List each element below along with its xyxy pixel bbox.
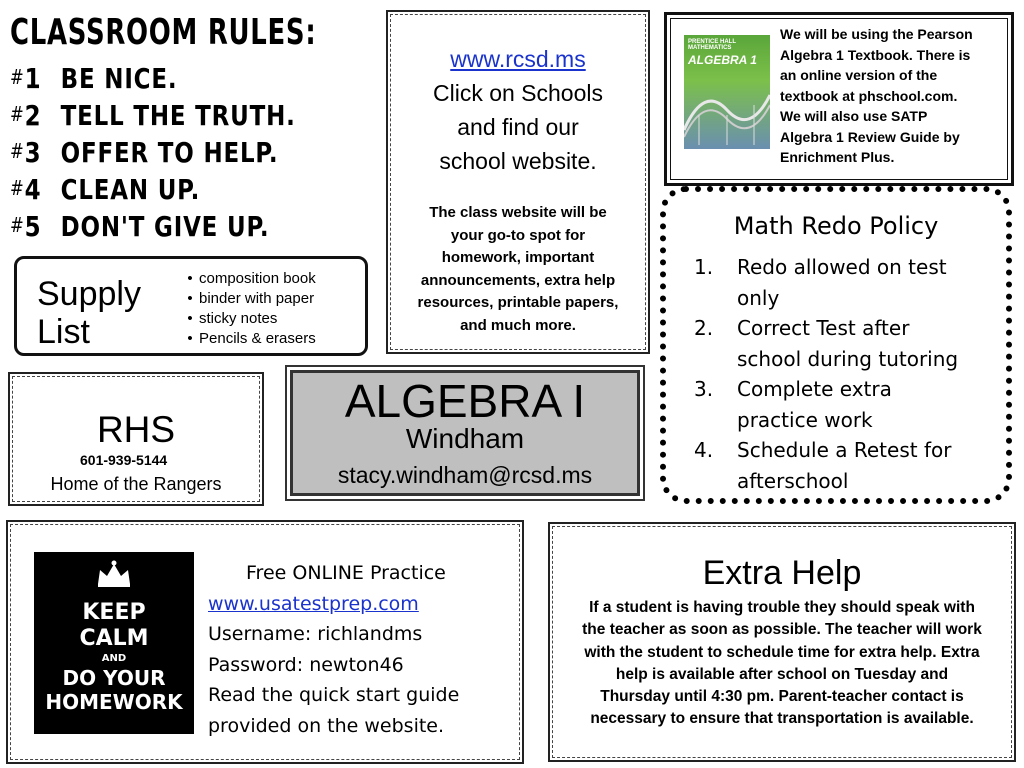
- list-item: 2. Correct Test after school during tutoring: [694, 316, 959, 371]
- textbook-box: [664, 12, 1014, 186]
- practice-password: Password: newton46: [208, 653, 404, 676]
- rule-item: #5 DON'T GIVE UP.: [10, 210, 270, 243]
- extra-help-title: Extra Help: [702, 554, 862, 592]
- school-website-link[interactable]: www.rcsd.ms: [450, 46, 586, 72]
- textbook-text: We will be using the Pearson Algebra 1 Textbook. There is an online version of the textbook at phschool.com. We will also use SATP Algebra 1 Review Guide by Enrichment Plus.: [780, 26, 973, 165]
- school-phone: 601-939-5144: [80, 452, 168, 468]
- course-box: [290, 370, 640, 496]
- rule-item: #1 BE NICE.: [10, 62, 178, 95]
- list-item: 4. Schedule a Retest for afterschool: [694, 438, 952, 493]
- online-practice-box: [6, 520, 524, 764]
- practice-guide: Read the quick start guide: [208, 684, 460, 706]
- redo-policy-list: [694, 252, 1006, 496]
- course-title: ALGEBRA I: [344, 375, 586, 427]
- teacher-name: Windham: [405, 423, 525, 454]
- redo-policy-title: Math Redo Policy: [733, 212, 939, 240]
- website-line: school website.: [439, 148, 597, 174]
- website-line: Click on Schools: [432, 80, 604, 106]
- school-motto: Home of the Rangers: [50, 474, 222, 494]
- list-item: 3. Complete extra practice work: [694, 377, 892, 432]
- rules-title: CLASSROOM RULES:: [10, 12, 317, 53]
- practice-guide: provided on the website.: [208, 714, 445, 737]
- school-box: [8, 372, 264, 506]
- list-item: • binder with paper: [177, 289, 316, 309]
- rule-item: #4 CLEAN UP.: [10, 173, 201, 206]
- rule-item: #2 TELL THE TRUTH.: [10, 99, 296, 132]
- keep-calm-poster: KEEP CALM AND DO YOUR HOMEWORK: [34, 552, 194, 734]
- school-name: RHS: [96, 409, 176, 450]
- website-line: and find our: [457, 114, 579, 140]
- rule-item: #3 OFFER TO HELP.: [10, 136, 279, 169]
- supply-list-box: [14, 256, 368, 356]
- website-box: [386, 10, 650, 354]
- practice-heading: Free ONLINE Practice: [246, 562, 446, 584]
- supply-list-title: Supply List: [37, 275, 141, 351]
- rollercoaster-icon: [684, 75, 770, 145]
- redo-policy-box: [660, 186, 1012, 504]
- list-item: • composition book: [177, 269, 316, 289]
- supply-items: [177, 269, 316, 349]
- extra-help-body: If a student is having trouble they should speak with the teacher as soon as possible. The teacher will work with the student to schedule time for extra help. Extra help is available after school on Tuesday and Thursday until 4:30 pm. Parent-teacher contact is necessary to ensure that transportation is available.: [582, 599, 982, 728]
- extra-help-box: [548, 522, 1016, 762]
- teacher-email[interactable]: stacy.windham@rcsd.ms: [337, 462, 593, 488]
- textbook-cover-image: PRENTICE HALL MATHEMATICS ALGEBRA 1: [684, 35, 770, 149]
- practice-info: [208, 558, 518, 741]
- list-item: 1. Redo allowed on test only: [694, 255, 947, 310]
- list-item: • Pencils & erasers: [177, 329, 316, 349]
- list-item: • sticky notes: [177, 309, 316, 329]
- crown-icon: [94, 558, 134, 588]
- website-note: The class website will be your go-to spot for homework, important announcements, extra help resources, printable papers, and much more.: [417, 204, 619, 334]
- practice-username: Username: richlandms: [208, 623, 423, 645]
- usatestprep-link[interactable]: www.usatestprep.com: [208, 592, 419, 615]
